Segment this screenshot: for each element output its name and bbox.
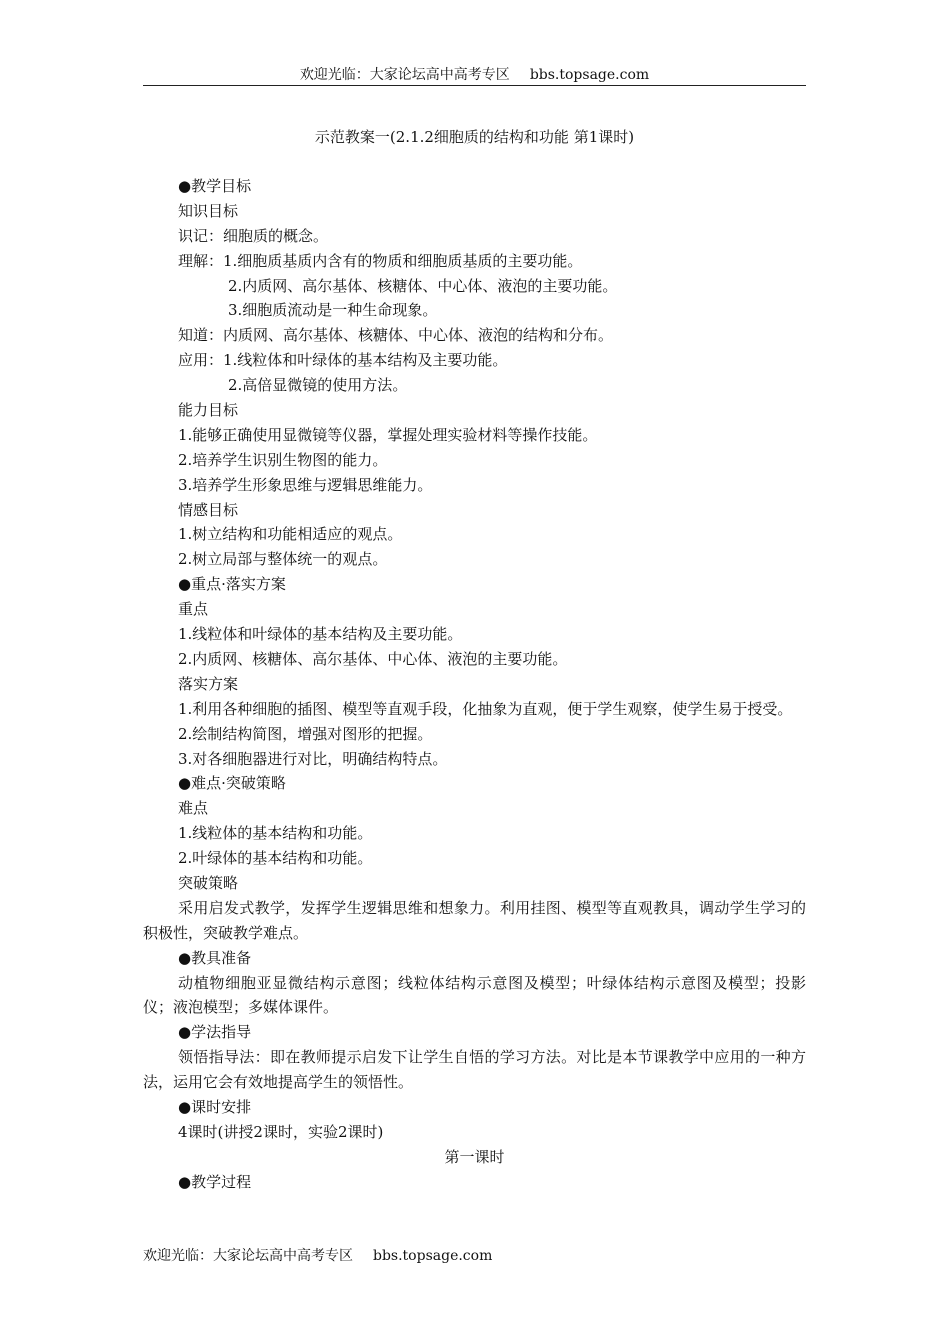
footer-url[interactable]: bbs.topsage.com xyxy=(373,1248,493,1264)
key-point-item: 1.线粒体和叶绿体的基本结构及主要功能。 xyxy=(178,625,463,644)
knowledge-understand-3: 3.细胞质流动是一种生命现象。 xyxy=(228,301,438,320)
knowledge-understand-1: 理解：1.细胞质基质内含有的物质和细胞质基质的主要功能。 xyxy=(178,251,583,270)
method-heading: ●学法指导 xyxy=(178,1023,252,1042)
emotion-item: 2.树立局部与整体统一的观点。 xyxy=(178,550,388,569)
ability-item: 1.能够正确使用显微镜等仪器，掌握处理实验材料等操作技能。 xyxy=(178,425,598,444)
knowledge-apply-1: 应用：1.线粒体和叶绿体的基本结构及主要功能。 xyxy=(178,351,508,370)
document-body xyxy=(143,174,806,1195)
header-site: 欢迎光临：大家论坛高中高考专区 xyxy=(299,67,510,83)
key-point-item: 2.内质网、核糖体、高尔基体、中心体、液泡的主要功能。 xyxy=(178,649,568,668)
emotion-heading: 情感目标 xyxy=(178,500,239,519)
ability-item: 2.培养学生识别生物图的能力。 xyxy=(178,450,388,469)
difficulties-heading: ●难点·突破策略 xyxy=(178,774,286,793)
tools-text: 动植物细胞亚显微结构示意图；线粒体结构示意图及模型；叶绿体结构示意图及模型；投影仪；液泡模型；多媒体课件。 xyxy=(143,973,806,1017)
page-footer xyxy=(143,1247,492,1265)
page-header xyxy=(143,66,806,84)
process-heading: ●教学过程 xyxy=(178,1172,252,1191)
strategy-heading: 突破策略 xyxy=(178,873,239,892)
knowledge-heading: 知识目标 xyxy=(178,201,239,220)
knowledge-know: 知道：内质网、高尔基体、核糖体、中心体、液泡的结构和分布。 xyxy=(178,326,614,345)
plan-heading: 落实方案 xyxy=(178,674,239,693)
plan-item: 1.利用各种细胞的插图、模型等直观手段，化抽象为直观，便于学生观察，使学生易于授受。 xyxy=(178,699,793,718)
knowledge-understand-2: 2.内质网、高尔基体、核糖体、中心体、液泡的主要功能。 xyxy=(228,276,618,295)
difficulties-sub: 难点 xyxy=(178,799,209,818)
knowledge-memorize: 识记：细胞质的概念。 xyxy=(178,226,329,245)
plan-item: 2.绘制结构简图，增强对图形的把握。 xyxy=(178,724,433,743)
ability-item: 3.培养学生形象思维与逻辑思维能力。 xyxy=(178,475,433,494)
difficulty-item: 2.叶绿体的基本结构和功能。 xyxy=(178,849,373,868)
tools-heading: ●教具准备 xyxy=(178,948,252,967)
header-rule xyxy=(143,85,806,86)
schedule-heading: ●课时安排 xyxy=(178,1098,252,1117)
ability-heading: 能力目标 xyxy=(178,401,239,420)
objectives-heading: ●教学目标 xyxy=(178,177,252,195)
header-url[interactable]: bbs.topsage.com xyxy=(529,67,650,83)
key-points-heading: ●重点·落实方案 xyxy=(178,575,286,594)
key-points-sub: 重点 xyxy=(178,600,209,619)
difficulty-item: 1.线粒体的基本结构和功能。 xyxy=(178,824,373,843)
schedule-text: 4课时(讲授2课时，实验2课时) xyxy=(178,1122,384,1141)
knowledge-apply-2: 2.高倍显微镜的使用方法。 xyxy=(228,376,408,395)
first-lesson-title: 第一课时 xyxy=(444,1147,505,1166)
strategy-text: 采用启发式教学，发挥学生逻辑思维和想象力。利用挂图、模型等直观教具，调动学生学习的积极性，突破教学难点。 xyxy=(143,898,806,942)
emotion-item: 1.树立结构和功能相适应的观点。 xyxy=(178,525,403,544)
footer-site: 欢迎光临：大家论坛高中高考专区 xyxy=(143,1248,353,1264)
document-title: 示范教案一(2.1.2细胞质的结构和功能 第1课时) xyxy=(314,128,635,146)
plan-item: 3.对各细胞器进行对比，明确结构特点。 xyxy=(178,749,448,768)
method-text: 领悟指导法：即在教师提示启发下让学生自悟的学习方法。对比是本节课教学中应用的一种方法，运用它会有效地提高学生的领悟性。 xyxy=(143,1048,806,1092)
